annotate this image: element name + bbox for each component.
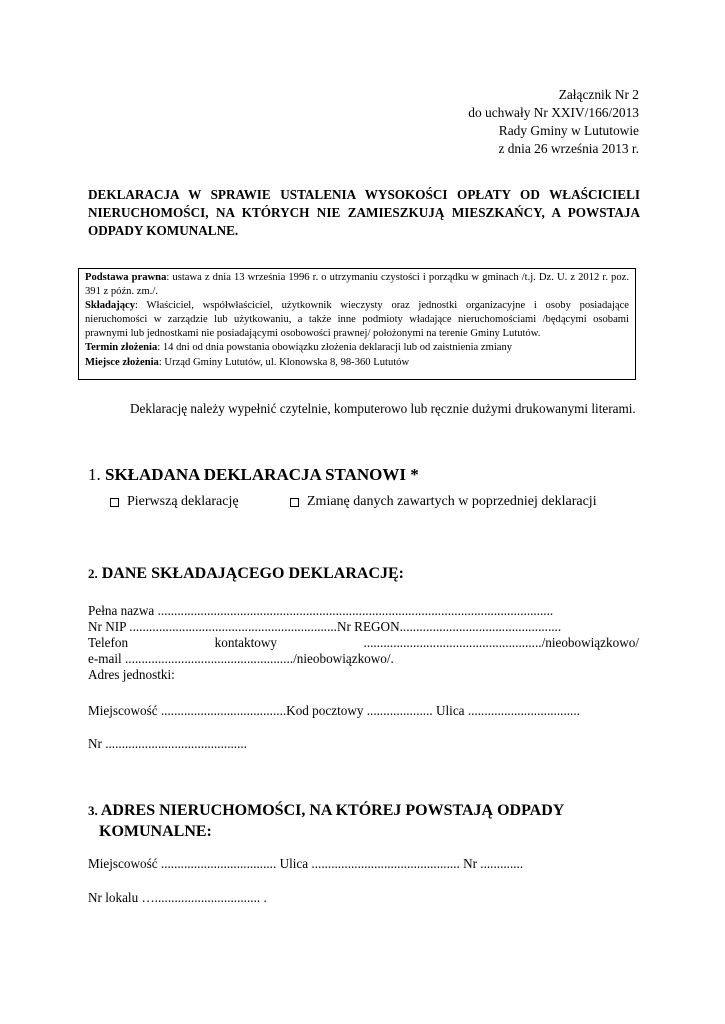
submission-place — [85, 356, 629, 370]
section1-heading — [88, 465, 419, 485]
checkbox-change-declaration[interactable] — [290, 498, 299, 507]
phone-label: Telefon — [88, 635, 129, 650]
section2-heading — [88, 565, 404, 583]
intro-instructions: Deklarację należy wypełnić czytelnie, komputerowo lub ręcznie dużymi drukowanymi literami. — [130, 401, 636, 416]
property-unit-field[interactable]: Nr lokalu …................................ . — [88, 890, 267, 905]
option-first-declaration[interactable] — [110, 494, 239, 510]
section2-title: DANE SKŁADAJĄCEGO DEKLARACJĘ: — [101, 565, 404, 582]
phone-field[interactable] — [88, 635, 639, 651]
annex-council: Rady Gminy w Lututowie — [498, 123, 639, 138]
legal-basis — [85, 271, 629, 299]
section3-heading — [88, 800, 564, 842]
place-label: Miejsce złożenia — [85, 356, 159, 368]
house-number-field[interactable]: Nr ........................................... — [88, 736, 247, 751]
section1-number: 1. — [88, 465, 101, 484]
nip-regon-field[interactable]: Nr NIP ...............................................................Nr REGON................................................. — [88, 619, 562, 634]
annex-resolution: do uchwały Nr XXIV/166/2013 — [468, 105, 639, 120]
checkbox-first-declaration[interactable] — [110, 498, 119, 507]
option-change-declaration[interactable] — [290, 494, 597, 510]
section3-title-line2: KOMUNALNE: — [99, 823, 212, 840]
place-text: : Urząd Gminy Lututów, ul. Klonowska 8, 98-360 Lututów — [158, 356, 410, 368]
phone-dots: ....................................................../nieobowiązkowo/ — [363, 635, 639, 650]
annex-header — [468, 86, 639, 158]
legal-basis-text: : ustawa z dnia 13 września 1996 r. o utrzymaniu czystości i porządku w gminach /t.j. Dz. U. z 2012 r. poz. 391 z późn. zm./. — [85, 272, 630, 298]
section1-title: SKŁADANA DEKLARACJA STANOWI * — [105, 465, 419, 484]
section3-title-line1: ADRES NIERUCHOMOŚCI, NA KTÓREJ POWSTAJĄ ODPADY — [100, 802, 565, 819]
legal-basis-label: Podstawa prawna — [85, 272, 167, 283]
submitter — [85, 299, 629, 341]
email-field[interactable]: e-mail .................................................../nieobowiązkowo/. — [88, 651, 394, 666]
phone-word: kontaktowy — [214, 635, 277, 650]
submitter-text: : Właściciel, współwłaściciel, użytkownik wieczysty oraz jednostki organizacyjne i osoby posiadające nieruchomości w zarządzie lub użytkowaniu, a także inne podmioty władające nieruchomościami /będącymi osobami prawnymi lub jednostkami nie posiadającymi osobowości prawnej/ położonymi na terenie Gminy Lututów. — [85, 300, 629, 340]
city-postal-street-field[interactable]: Miejscowość ......................................Kod pocztowy .................... Ulica .................................. — [88, 703, 580, 718]
annex-date: z dnia 26 września 2013 r. — [498, 141, 639, 156]
deadline-text: : 14 dni od dnia powstania obowiązku złożenia deklaracji lub od zaistnienia zmiany — [157, 342, 513, 354]
document-title: DEKLARACJA W SPRAWIE USTALENIA WYSOKOŚCI OPŁATY OD WŁAŚCICIELI NIERUCHOMOŚCI, NA KTÓRYCH NIE ZAMIESZKUJĄ MIESZKAŃCY, A POWSTAJA ODPADY KOMUNALNE. — [88, 187, 640, 238]
address-label: Adres jednostki: — [88, 667, 175, 682]
option-first-label: Pierwszą deklarację — [127, 494, 239, 509]
full-name-field[interactable]: Pełna nazwa ........................................................................................................................ — [88, 603, 554, 618]
section3-number: 3. — [88, 803, 98, 818]
option-change-label: Zmianę danych zawartych w poprzedniej deklaracji — [307, 494, 597, 509]
deadline — [85, 341, 629, 355]
submitter-label: Składający — [85, 300, 136, 312]
annex-number: Załącznik Nr 2 — [558, 87, 639, 102]
info-box — [78, 268, 636, 380]
section2-number: 2. — [88, 566, 98, 581]
property-city-street-field[interactable]: Miejscowość ................................... Ulica ............................................. Nr ............. — [88, 856, 524, 871]
deadline-label: Termin złożenia — [85, 342, 158, 354]
